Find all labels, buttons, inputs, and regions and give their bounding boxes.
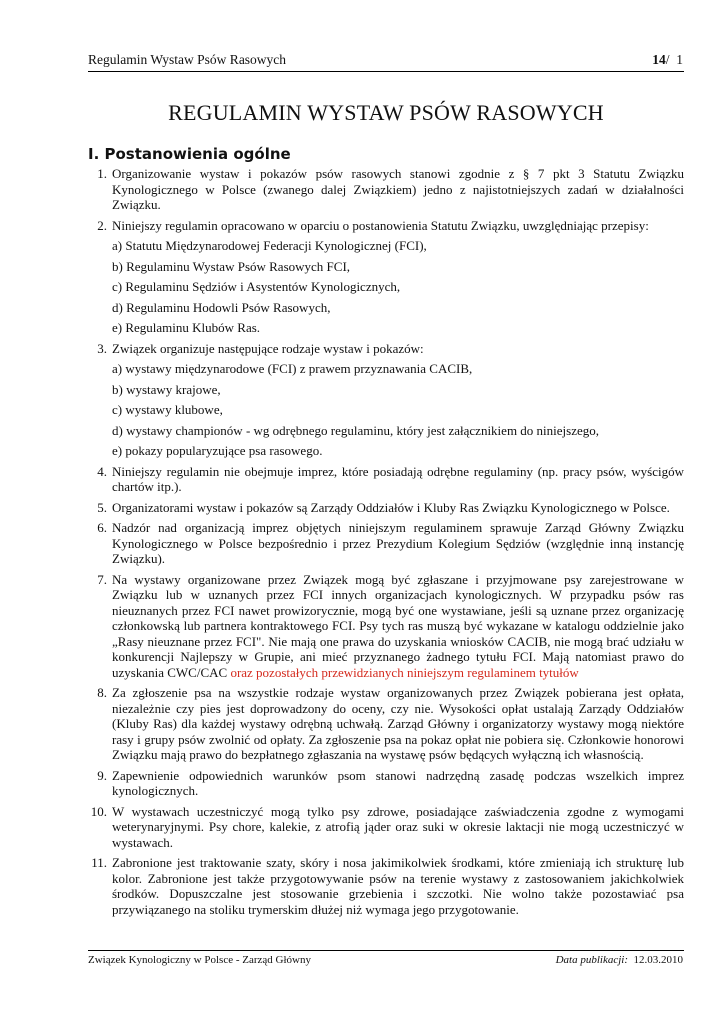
item-text <box>112 768 684 799</box>
list-item <box>88 685 684 763</box>
page-sep: / <box>665 52 670 67</box>
date-label: Data publikacji: <box>555 954 628 966</box>
date-value: 12.03.2010 <box>633 954 683 966</box>
sub-list <box>112 361 684 459</box>
page-num: 14 <box>652 52 666 67</box>
item-text-body: Nadzór nad organizacją imprez objętych niniejszym regulaminem sprawuje Zarząd Główny Związku Kynologicznego w Polsce bezpośrednio i przez Prezydium Kolegium Sędziów (względnie inną instancję Związku). <box>112 520 684 566</box>
sub-list-item: a) Statutu Międzynarodowej Federacji Kynologicznej (FCI), <box>112 238 427 253</box>
item-text-body: Zapewnienie odpowiednich warunków psom stanowi nadrzędną zasadę podczas wszelkich imprez kynologicznych. <box>112 767 684 798</box>
list-item <box>88 464 684 495</box>
list-item <box>88 341 684 459</box>
list-item <box>88 218 684 336</box>
sub-list-item: d) Regulaminu Hodowli Psów Rasowych, <box>112 299 331 315</box>
item-text-body: Organizowanie wystaw i pokazów psów rasowych stanowi zgodnie z § 7 pkt 3 Statutu Związku Kynologicznego w Polsce (zwanego dalej Związkiem) jedno z najistotniejszych zadań w działalności Związku. <box>112 166 684 212</box>
item-text <box>112 166 684 213</box>
header-rule <box>88 71 684 72</box>
footer-publication-date <box>556 953 683 967</box>
sub-list-item: e) pokazy popularyzujące psa rasowego. <box>112 443 323 458</box>
list-item <box>88 572 684 681</box>
item-number: 10. <box>90 803 107 819</box>
list-item <box>88 520 684 567</box>
item-text-body: Na wystawy organizowane przez Związek mogą być zgłaszane i przyjmowane psy zarejestrowane w Związku lub w uznanych przez FCI innych organizacjach kynologicznych. W przypadku psów ras nieuznanych przez FCI nawet prowizorycznie, mogą być one wystawiane, jeśli są uznane przez organizację członkowską lub partnera kontraktowego FCI. Psy tych ras muszą być wykazane w katalogu oddzielnie jako „Rasy nieuznane przez FCI". Nie mają one prawa do uzyskania wniosków CACIB, nie mogą brać udziału w konkurencji Najlepszy w Grupie, ani mieć przyznanego żadnego tytułu FCI. Mają natomiast prawo do uzyskania CWC/CAC <box>112 571 684 680</box>
item-number: 9. <box>97 767 107 783</box>
item-text-body: W wystawach uczestniczyć mogą tylko psy zdrowe, posiadające zaświadczenia zgodne z wymogami weterynaryjnymi. Psy chore, kalekie, z atrofią jąder oraz suki w okresie laktacji nie mogą uczestniczyć w wystawach. <box>112 803 684 850</box>
sub-list-item: c) Regulaminu Sędziów i Asystentów Kynologicznych, <box>112 279 401 294</box>
item-number: 7. <box>97 571 107 587</box>
item-text <box>112 520 684 567</box>
document-title: REGULAMIN WYSTAW PSÓW RASOWYCH <box>168 100 604 125</box>
footer-organization: Związek Kynologiczny w Polsce - Zarząd Główny <box>88 954 311 966</box>
section-heading: I. Postanowienia ogólne <box>88 145 291 163</box>
list-item <box>88 855 684 917</box>
sub-list-item: c) wystawy klubowe, <box>112 402 223 417</box>
list-item <box>88 804 684 851</box>
item-number: 4. <box>97 463 107 479</box>
header-doc-title: Regulamin Wystaw Psów Rasowych <box>88 52 287 67</box>
item-text <box>112 572 684 681</box>
item-text-highlight: oraz pozostałych przewidzianych niniejszym regulaminem tytułów <box>230 664 579 680</box>
item-text <box>112 218 684 234</box>
item-text-body: Za zgłoszenie psa na wszystkie rodzaje wystaw organizowanych przez Związek pobierana jest opłata, niezależnie czy pies jest doprowadzony do oceny, czy nie. Wysokości opłat ustalają Zarządy Oddziałów (Kluby Ras) dla każdej wystawy odrębną uchwałą. Zarząd Główny i organizatorzy wystawy mogą niektóre rasy i grupy psów zwolnić od opłaty. Za zgłoszenie psa na pokaz opłat nie pobiera się. Członkowie honorowi Związku mają prawo do bezpłatnego zgłaszania na wystawę psów będących wyłączną ich własnością. <box>112 685 684 762</box>
sub-list-item: b) wystawy krajowe, <box>112 381 221 397</box>
item-text <box>112 500 684 516</box>
item-number: 6. <box>97 520 107 535</box>
page-total: 1 <box>676 52 683 67</box>
header-page-number <box>652 52 683 68</box>
item-text <box>112 341 684 357</box>
sub-list <box>112 238 684 336</box>
item-text <box>112 804 684 851</box>
item-number: 8. <box>97 685 107 700</box>
regulations-list <box>88 166 684 922</box>
item-number: 1. <box>97 166 107 181</box>
item-text <box>112 685 684 763</box>
item-text-body: Organizatorami wystaw i pokazów są Zarządy Oddziałów i Kluby Ras Związku Kynologicznego w Polsce. <box>112 499 670 515</box>
item-text-body: Zabronione jest traktowanie szaty, skóry i nosa jakimikolwiek środkami, które zmieniają ich strukturę lub kolor. Zabronione jest także przygotowywanie psów na terenie wystawy z zastosowaniem jakichkolwiek środków. Dopuszczalne jest stosowanie grzebienia i szczotki. Nie wolno także pozostawiać psa przywiązanego na stoliku trymerskim dłużej niż wymaga jego przygotowanie. <box>112 855 684 917</box>
list-item <box>88 166 684 213</box>
sub-list-item: b) Regulaminu Wystaw Psów Rasowych FCI, <box>112 258 351 274</box>
sub-list-item: d) wystawy championów - wg odrębnego regulaminu, który jest załącznikiem do niniejszego, <box>112 422 600 438</box>
item-number: 5. <box>97 499 107 515</box>
item-number: 3. <box>97 340 107 356</box>
page-footer <box>88 953 683 967</box>
page-header <box>88 52 683 68</box>
sub-list-item: a) wystawy międzynarodowe (FCI) z prawem przyznawania CACIB, <box>112 361 473 376</box>
list-item <box>88 768 684 799</box>
item-text-body: Niniejszy regulamin opracowano w oparciu o postanowienia Statutu Związku, uwzględniając przepisy: <box>112 217 649 233</box>
sub-list-item: e) Regulaminu Klubów Ras. <box>112 320 261 335</box>
footer-rule <box>88 950 684 951</box>
item-number: 2. <box>97 217 107 233</box>
item-text <box>112 464 684 495</box>
item-text <box>112 855 684 917</box>
item-number: 11. <box>91 855 107 870</box>
item-text-body: Związek organizuje następujące rodzaje wystaw i pokazów: <box>112 340 424 356</box>
item-text-body: Niniejszy regulamin nie obejmuje imprez, które posiadają odrębne regulaminy (np. pracy psów, wyścigów chartów itp.). <box>112 463 684 494</box>
list-item <box>88 500 684 516</box>
